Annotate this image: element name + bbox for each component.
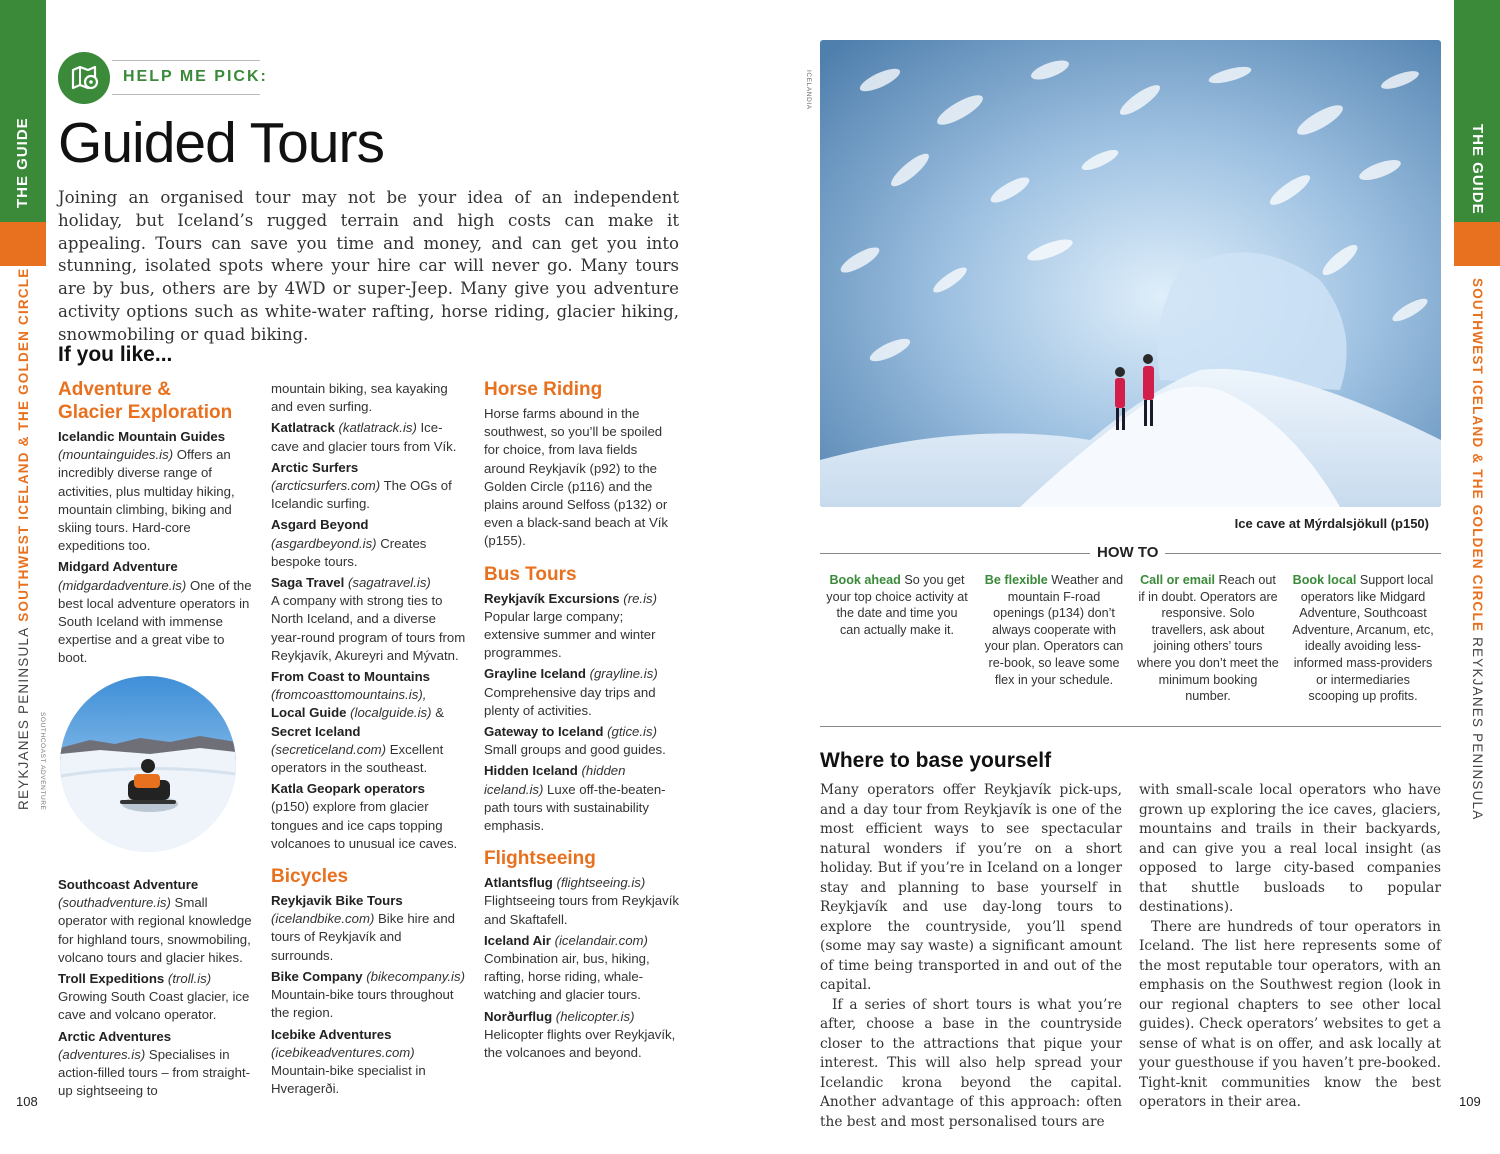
operator-url: (icelandbike.com): [271, 911, 375, 927]
right-region-orange: SOUTHWEST ICELAND & THE GOLDEN CIRCLE: [1470, 278, 1485, 633]
continued-text: mountain biking, sea kayaking and even surfing.: [271, 381, 448, 415]
where-col-2: [1139, 781, 1441, 1113]
right-guide-label: THE GUIDE: [1469, 124, 1486, 215]
list-item: [58, 970, 254, 1025]
page-number-left: 108: [16, 1094, 38, 1109]
intro-paragraph: Joining an organised tour may not be your idea of an independent holiday, but Iceland’s rugged terrain and high costs can make it appealing. Tours can save you time and money, and can get you into stunning, isolated spots where your hire car will never go. Many tours are by bus, others are by 4WD or super-Jeep. Many give you adventure activity options such as white-water rafting, horse riding, glacier hiking, snowmobiling or quad biking.: [58, 188, 679, 344]
operator-desc: Bike hire and tours of Reykjavík and surrounds.: [271, 911, 455, 963]
right-sidebar: [1454, 0, 1500, 1154]
help-me-pick-label: HELP ME PICK:: [123, 68, 268, 85]
operator-name: Grayline Iceland: [484, 666, 586, 682]
list-item: [271, 574, 467, 665]
howto-item-1: [826, 572, 968, 638]
operator-desc: Helicopter flights over Reykjavík, the volcanoes and beyond.: [484, 1026, 676, 1061]
operator-desc: One of the best local adventure operators in South Iceland with immense expertise and a great vibe to boot.: [58, 577, 252, 666]
howto-item-text: Support local operators like Midgard Adventure, Southcoast Adventure, Arcanum, etc, ideally avoiding less-informed mass-providers or intermediaries scooping up profits.: [1292, 573, 1434, 704]
operator-url: (gtice.is): [607, 724, 657, 740]
operator-url: (grayline.is): [589, 666, 658, 682]
operator-url: (katlatrack.is): [338, 420, 417, 436]
operator-name: Norðurflug: [484, 1008, 553, 1024]
operator-url: (flightseeing.is): [556, 875, 646, 891]
operator-name: Gateway to Iceland: [484, 724, 604, 740]
where-paragraph: with small-scale local operators who have grown up exploring the ice caves, glaciers, mountains and trails in their backyards, and can give you a real local insight (as opposed to large city-based companies that shuttle busloads to popular destinations).: [1139, 782, 1441, 915]
operator-desc: Flightseeing tours from Reykjavík and Skaftafell.: [484, 893, 679, 927]
operator-name: Arctic Adventures: [58, 1028, 172, 1044]
category-heading-bus: Bus Tours: [484, 563, 577, 585]
howto-item-2: [983, 572, 1125, 688]
operator-name: Icebike Adventures: [271, 1026, 392, 1042]
horse-riding-text: Horse farms abound in the southwest, so you’ll be spoiled for choice, from lava fields around Reykjavík (p92) to the Golden Circle (p116) and the plains around Selfoss (p132) or even a black-sand beach at Vík (p155).: [484, 406, 669, 549]
operator-url: (adventures.is): [58, 1046, 146, 1062]
operator-name: Reykjavík Excursions: [484, 590, 620, 606]
operator-name: Secret Iceland: [271, 723, 361, 739]
operator-desc: Creates bespoke tours.: [271, 535, 427, 569]
if-you-like-heading: If you like...: [58, 343, 173, 366]
right-region-gray: REYKJANES PENINSULA: [1470, 637, 1485, 821]
howto-item-title: Call or email: [1140, 573, 1215, 587]
operator-desc: Excellent operators in the southeast.: [271, 741, 444, 776]
page-number-right: 109: [1459, 1094, 1481, 1109]
list-item: [271, 516, 467, 571]
operator-name: Katlatrack: [271, 420, 335, 436]
operator-url: (arcticsurfers.com): [271, 478, 381, 494]
ampersand: &: [431, 705, 444, 721]
list-item: [271, 419, 467, 455]
operator-name: Atlantsflug: [484, 875, 553, 891]
operator-url: (sagatravel.is): [347, 575, 431, 591]
operator-desc: A company with strong ties to North Iceland, and a diverse year-round program of tours from Reykjavík, Akureyri and Mývatn.: [271, 593, 466, 663]
list-item: [58, 1028, 254, 1101]
operator-name: Iceland Air: [484, 932, 551, 948]
operator-name: Troll Expeditions: [58, 971, 165, 987]
photo-caption: Ice cave at Mýrdalsjökull (p150): [1234, 516, 1429, 531]
list-item: [271, 459, 467, 514]
col-adventure-cont: [58, 876, 254, 1103]
operator-desc: Growing South Coast glacier, ice cave and volcano operator.: [58, 989, 250, 1023]
operator-url: (localguide.is): [350, 705, 432, 721]
operator-url: (mountainguides.is): [58, 447, 174, 463]
operator-name: Asgard Beyond: [271, 517, 369, 533]
where-paragraph: If a series of short tours is what you’re after, choose a base in the countryside closer to the attractions that pique your interest. This will also help spread your Icelandic krona beyond the capital. Another advantage of this approach: often the best and most personalised tours are: [820, 996, 1122, 1130]
operator-url: (asgardbeyond.is): [271, 535, 377, 551]
photo-credit-left: SOUTHCOAST ADVENTURE: [39, 712, 46, 811]
where-paragraph: Many operators offer Reykjavík pick-ups, and a day tour from Reykjavík is one of the most efficient ways to see spectacular natural wonders if you’re on a short holiday. But if you’re in Iceland on a longer stay and planning to base yourself in Reykjavík and use day-long tours to explore the countryside, you’ll spend (some may say waste) a significant amount of time being transported in and out of the capital.: [820, 782, 1122, 993]
list-item: [484, 1008, 680, 1063]
list-item: [484, 723, 680, 759]
operator-url: (secreticeland.com): [271, 741, 387, 757]
list-item: [484, 590, 680, 663]
list-item: [271, 892, 467, 965]
col-right: [484, 378, 680, 1065]
howto-title: HOW TO: [1090, 544, 1165, 561]
list-item: [58, 876, 254, 967]
operator-name: Arctic Surfers: [271, 459, 359, 475]
ice-cave-photo: [820, 40, 1441, 507]
howto-item-title: Book local: [1292, 573, 1357, 587]
operator-desc: Luxe off-the-beaten-path tours with sustainability emphasis.: [484, 781, 666, 834]
left-guide-label: THE GUIDE: [14, 117, 31, 208]
list-item: [271, 1026, 467, 1099]
category-heading-horse: Horse Riding: [484, 379, 603, 400]
operator-url: (icelandair.com): [554, 932, 648, 948]
left-sidebar: [0, 0, 46, 1154]
operator-desc: Mountain-bike tours throughout the region.: [271, 987, 454, 1021]
category-heading-flightseeing: Flightseeing: [484, 848, 596, 870]
operator-name: Local Guide: [271, 705, 347, 721]
howto-rule-bottom: [820, 726, 1441, 727]
left-region-label: [16, 268, 31, 810]
howto-item-text: Reach out if in doubt. Operators are responsive. Solo travellers, ask about joining others’ tours where you don’t meet the minimum booking number.: [1137, 573, 1279, 704]
list-item: [58, 428, 254, 555]
list-item: [484, 762, 680, 835]
howto-item-title: Be flexible: [984, 573, 1048, 587]
operator-desc: (p150) explore from glacier tongues and ice caps topping volcanoes to unusual ice caves.: [271, 799, 458, 851]
operator-name: Reykjavik Bike Tours: [271, 893, 403, 909]
operator-desc: Mountain-bike specialist in Hveragerði.: [271, 1062, 426, 1097]
snowmobile-photo: [60, 676, 236, 852]
operator-desc: Small operator with regional knowledge for highland tours, snowmobiling, volcano tours and glacier hikes.: [58, 895, 252, 965]
operator-url: (bikecompany.is): [366, 968, 465, 984]
photo-credit-right: ICELANDIA: [805, 70, 812, 110]
operator-name: From Coast to Mountains: [271, 669, 430, 685]
operator-url: (re.is): [623, 590, 657, 606]
category-heading-bicycles: Bicycles: [271, 866, 349, 888]
left-region-orange: SOUTHWEST ICELAND & THE GOLDEN CIRCLE: [16, 267, 31, 622]
operator-url: (troll.is): [167, 971, 212, 987]
col-middle: [271, 380, 467, 1101]
left-sidebar-orange-tab: [0, 222, 46, 266]
howto-item-4: [1292, 572, 1434, 705]
left-region-gray: REYKJANES PENINSULA: [16, 626, 31, 810]
operator-name: Southcoast Adventure: [58, 877, 199, 892]
operator-desc: Comprehensive day trips and plenty of activities.: [484, 684, 656, 718]
col-adventure: [58, 378, 254, 671]
list-item: [484, 932, 680, 1005]
operator-desc: Ice-cave and glacier tours from Vík.: [271, 420, 457, 454]
right-region-label: [1470, 278, 1485, 820]
operator-name: Icelandic Mountain Guides: [58, 429, 226, 444]
list-item: [58, 558, 254, 667]
list-item: [271, 668, 467, 777]
howto-item-text: So you get your top choice activity at the date and time you can actually make it.: [826, 573, 968, 637]
category-heading-adventure: [58, 378, 254, 424]
where-col-1: [820, 781, 1122, 1132]
operator-name: Midgard Adventure: [58, 559, 178, 575]
list-item: [484, 665, 680, 720]
operator-url: (icebikeadventures.com): [271, 1044, 415, 1060]
operator-desc: Offers an incredibly diverse range of activities, plus multiday hiking, mountain climbing, biking and skiing tours. Hard-core expeditions too.: [58, 447, 235, 554]
operator-desc: Specialises in action-filled tours – from straight-up sightseeing to: [58, 1046, 251, 1099]
operator-desc: Small groups and good guides.: [484, 742, 666, 758]
operator-desc: The OGs of Icelandic surfing.: [271, 478, 452, 512]
howto-item-3: [1137, 572, 1279, 705]
operator-url: (fromcoasttomountains.is),: [271, 687, 427, 703]
operator-url: (hidden iceland.is): [484, 763, 626, 797]
page-title: Guided Tours: [58, 111, 384, 175]
list-item: [484, 874, 680, 929]
list-item: [271, 780, 467, 853]
operator-desc: Combination air, bus, hiking, rafting, horse riding, whale-watching and glacier tours.: [484, 951, 650, 1003]
operator-desc: Popular large company; extensive summer and winter programmes.: [484, 608, 656, 661]
howto-item-text: Weather and mountain F-road openings (p134) don’t always cooperate with your plan. Operators can re-book, so leave some flex in your schedule.: [984, 573, 1124, 687]
operator-url: (southadventure.is): [58, 895, 171, 911]
map-pin-icon: [58, 52, 110, 104]
operator-name: Saga Travel: [271, 575, 345, 591]
adventure-heading-line1: Adventure &: [58, 379, 171, 400]
operator-name: Katla Geopark operators: [271, 781, 425, 797]
right-sidebar-orange-tab: [1454, 222, 1500, 266]
operator-name: Hidden Iceland: [484, 763, 578, 779]
where-paragraph: There are hundreds of tour operators in Iceland. The list here represents some of the most reputable tour operators, with an emphasis on the Southwest region (look in our regional chapters to see other local guides). Check operators’ websites to get a sense of what is on offer, and ask locally at your guesthouse if you haven’t pre-booked. Tight-knit communities know the best operators in their area.: [1139, 918, 1441, 1110]
howto-item-title: Book ahead: [829, 573, 901, 587]
operator-name: Bike Company: [271, 968, 363, 984]
adventure-heading-line2: Glacier Exploration: [58, 402, 233, 423]
operator-url: (helicopter.is): [555, 1008, 635, 1024]
list-item: [271, 968, 467, 1023]
operator-url: (midgardadventure.is): [58, 577, 187, 593]
where-heading: Where to base yourself: [820, 749, 1052, 772]
